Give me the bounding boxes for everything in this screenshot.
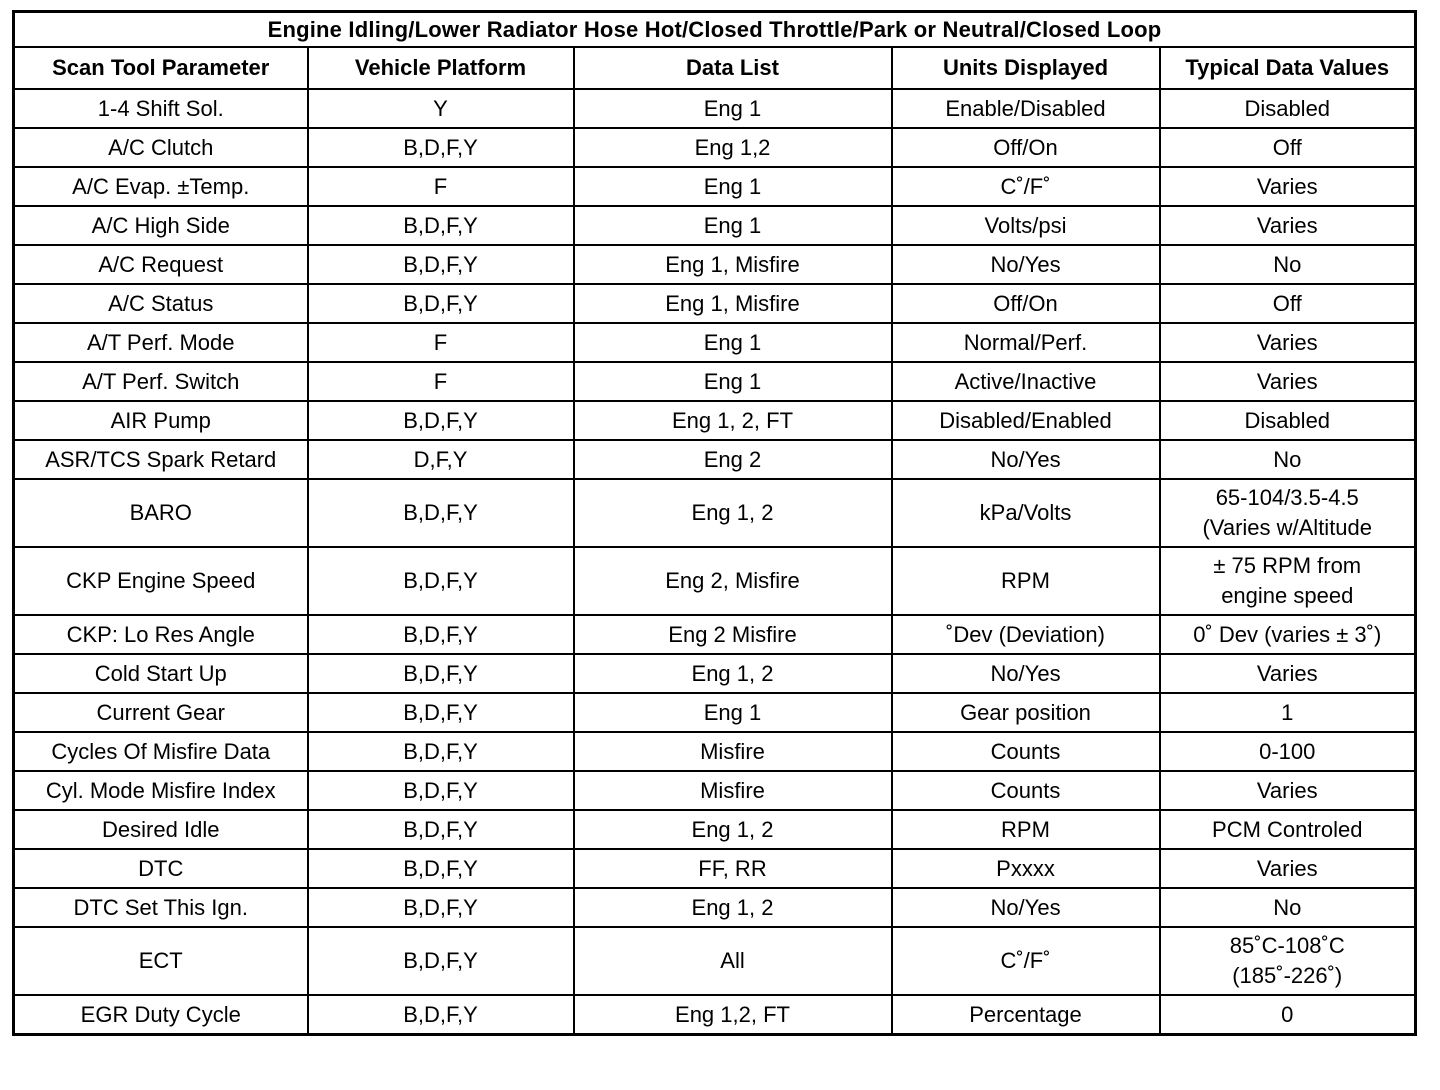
platform-cell: B,D,F,Y	[308, 206, 574, 245]
table-row	[14, 128, 1416, 167]
table-row	[14, 654, 1416, 693]
typical-value-cell: 0-100	[1160, 732, 1416, 771]
table-row	[14, 693, 1416, 732]
units-cell: Gear position	[892, 693, 1160, 732]
parameter-cell: ASR/TCS Spark Retard	[14, 440, 308, 479]
table-row	[14, 362, 1416, 401]
units-cell: C˚/F˚	[892, 167, 1160, 206]
platform-cell: B,D,F,Y	[308, 888, 574, 927]
typical-value-cell: Varies	[1160, 323, 1416, 362]
data-list-cell: Eng 2	[574, 440, 892, 479]
table-row	[14, 547, 1416, 615]
units-cell: Counts	[892, 771, 1160, 810]
platform-cell: B,D,F,Y	[308, 927, 574, 995]
typical-value-line-2: (185˚-226˚)	[1232, 963, 1343, 988]
parameter-cell: Cycles Of Misfire Data	[14, 732, 308, 771]
units-cell: Percentage	[892, 995, 1160, 1035]
parameter-cell: DTC	[14, 849, 308, 888]
units-cell: RPM	[892, 547, 1160, 615]
table-row	[14, 479, 1416, 547]
data-list-cell: Eng 1	[574, 323, 892, 362]
typical-value-line-2: (Varies w/Altitude	[1202, 515, 1373, 540]
scan-tool-data-table	[12, 10, 1417, 1036]
typical-value-line-1: 85˚C-108˚C	[1229, 933, 1345, 958]
parameter-cell: A/C Clutch	[14, 128, 308, 167]
data-list-cell: Eng 1, Misfire	[574, 245, 892, 284]
platform-cell: B,D,F,Y	[308, 810, 574, 849]
parameter-cell: A/T Perf. Mode	[14, 323, 308, 362]
header-scan-tool-parameter: Scan Tool Parameter	[14, 47, 308, 89]
table-row	[14, 323, 1416, 362]
platform-cell: F	[308, 362, 574, 401]
typical-value-cell	[1160, 479, 1416, 547]
data-list-cell: Eng 1, 2	[574, 654, 892, 693]
units-cell: RPM	[892, 810, 1160, 849]
platform-cell: F	[308, 323, 574, 362]
platform-cell: B,D,F,Y	[308, 615, 574, 654]
typical-value-cell: Varies	[1160, 849, 1416, 888]
typical-value-cell: 1	[1160, 693, 1416, 732]
parameter-cell: DTC Set This Ign.	[14, 888, 308, 927]
header-typical-data-values: Typical Data Values	[1160, 47, 1416, 89]
units-cell: Counts	[892, 732, 1160, 771]
data-list-cell: Eng 1,2	[574, 128, 892, 167]
typical-value-cell: Disabled	[1160, 89, 1416, 128]
table-header-row	[14, 47, 1416, 89]
units-cell: Disabled/Enabled	[892, 401, 1160, 440]
typical-value-cell: 0	[1160, 995, 1416, 1035]
data-list-cell: Eng 1,2, FT	[574, 995, 892, 1035]
typical-value-cell: Varies	[1160, 362, 1416, 401]
units-cell: ˚Dev (Deviation)	[892, 615, 1160, 654]
data-list-cell: Misfire	[574, 732, 892, 771]
table-row	[14, 927, 1416, 995]
platform-cell: B,D,F,Y	[308, 654, 574, 693]
typical-value-cell: Varies	[1160, 654, 1416, 693]
parameter-cell: Desired Idle	[14, 810, 308, 849]
data-list-cell: Eng 1, 2	[574, 810, 892, 849]
data-list-cell: Eng 2 Misfire	[574, 615, 892, 654]
data-list-cell: Eng 1, 2, FT	[574, 401, 892, 440]
table-title-row	[14, 12, 1416, 48]
parameter-cell: Current Gear	[14, 693, 308, 732]
platform-cell: B,D,F,Y	[308, 771, 574, 810]
parameter-cell: A/C Status	[14, 284, 308, 323]
typical-value-cell: Off	[1160, 128, 1416, 167]
parameter-cell: Cold Start Up	[14, 654, 308, 693]
units-cell: No/Yes	[892, 654, 1160, 693]
typical-value-line-1: ± 75 RPM from	[1213, 553, 1362, 578]
table-row	[14, 206, 1416, 245]
units-cell: Normal/Perf.	[892, 323, 1160, 362]
data-list-cell: Eng 1	[574, 167, 892, 206]
typical-value-line-2: engine speed	[1221, 583, 1354, 608]
units-cell: No/Yes	[892, 440, 1160, 479]
parameter-cell: A/C Request	[14, 245, 308, 284]
platform-cell: F	[308, 167, 574, 206]
data-list-cell: Eng 2, Misfire	[574, 547, 892, 615]
platform-cell: B,D,F,Y	[308, 128, 574, 167]
parameter-cell: A/C Evap. ±Temp.	[14, 167, 308, 206]
table-row	[14, 440, 1416, 479]
typical-value-cell	[1160, 547, 1416, 615]
table-row	[14, 732, 1416, 771]
data-list-cell: Misfire	[574, 771, 892, 810]
platform-cell: B,D,F,Y	[308, 284, 574, 323]
data-list-cell: Eng 1	[574, 362, 892, 401]
platform-cell: B,D,F,Y	[308, 547, 574, 615]
units-cell: Enable/Disabled	[892, 89, 1160, 128]
platform-cell: Y	[308, 89, 574, 128]
parameter-cell: 1-4 Shift Sol.	[14, 89, 308, 128]
units-cell: Pxxxx	[892, 849, 1160, 888]
platform-cell: B,D,F,Y	[308, 995, 574, 1035]
parameter-cell: BARO	[14, 479, 308, 547]
table-row	[14, 810, 1416, 849]
typical-value-cell: No	[1160, 440, 1416, 479]
typical-value-cell: Varies	[1160, 771, 1416, 810]
parameter-cell: CKP Engine Speed	[14, 547, 308, 615]
platform-cell: D,F,Y	[308, 440, 574, 479]
data-list-cell: All	[574, 927, 892, 995]
table-row	[14, 284, 1416, 323]
typical-value-cell: PCM Controled	[1160, 810, 1416, 849]
typical-value-cell: Disabled	[1160, 401, 1416, 440]
table-row	[14, 771, 1416, 810]
header-data-list: Data List	[574, 47, 892, 89]
table-row	[14, 849, 1416, 888]
typical-value-cell: 0˚ Dev (varies ± 3˚)	[1160, 615, 1416, 654]
parameter-cell: Cyl. Mode Misfire Index	[14, 771, 308, 810]
typical-value-cell: No	[1160, 245, 1416, 284]
typical-value-cell: Off	[1160, 284, 1416, 323]
parameter-cell: ECT	[14, 927, 308, 995]
units-cell: No/Yes	[892, 245, 1160, 284]
typical-value-cell: No	[1160, 888, 1416, 927]
typical-value-cell: Varies	[1160, 206, 1416, 245]
data-list-cell: Eng 1	[574, 693, 892, 732]
platform-cell: B,D,F,Y	[308, 849, 574, 888]
header-units-displayed: Units Displayed	[892, 47, 1160, 89]
data-list-cell: Eng 1	[574, 89, 892, 128]
units-cell: C˚/F˚	[892, 927, 1160, 995]
table-row	[14, 615, 1416, 654]
table-row	[14, 888, 1416, 927]
typical-value-cell: Varies	[1160, 167, 1416, 206]
units-cell: Off/On	[892, 284, 1160, 323]
table-body	[14, 89, 1416, 1035]
table-row	[14, 89, 1416, 128]
platform-cell: B,D,F,Y	[308, 479, 574, 547]
header-vehicle-platform: Vehicle Platform	[308, 47, 574, 89]
platform-cell: B,D,F,Y	[308, 732, 574, 771]
units-cell: Off/On	[892, 128, 1160, 167]
parameter-cell: CKP: Lo Res Angle	[14, 615, 308, 654]
data-list-cell: Eng 1, 2	[574, 888, 892, 927]
typical-value-cell	[1160, 927, 1416, 995]
data-list-cell: Eng 1, Misfire	[574, 284, 892, 323]
parameter-cell: EGR Duty Cycle	[14, 995, 308, 1035]
units-cell: No/Yes	[892, 888, 1160, 927]
parameter-cell: A/T Perf. Switch	[14, 362, 308, 401]
typical-value-line-1: 65-104/3.5-4.5	[1215, 485, 1359, 510]
units-cell: Volts/psi	[892, 206, 1160, 245]
table-title: Engine Idling/Lower Radiator Hose Hot/Closed Throttle/Park or Neutral/Closed Loop	[14, 12, 1416, 48]
table-row	[14, 167, 1416, 206]
parameter-cell: AIR Pump	[14, 401, 308, 440]
units-cell: kPa/Volts	[892, 479, 1160, 547]
units-cell: Active/Inactive	[892, 362, 1160, 401]
table-row	[14, 245, 1416, 284]
table-row	[14, 995, 1416, 1035]
parameter-cell: A/C High Side	[14, 206, 308, 245]
data-list-cell: Eng 1	[574, 206, 892, 245]
table-row	[14, 401, 1416, 440]
data-list-cell: Eng 1, 2	[574, 479, 892, 547]
data-list-cell: FF, RR	[574, 849, 892, 888]
platform-cell: B,D,F,Y	[308, 401, 574, 440]
platform-cell: B,D,F,Y	[308, 245, 574, 284]
platform-cell: B,D,F,Y	[308, 693, 574, 732]
